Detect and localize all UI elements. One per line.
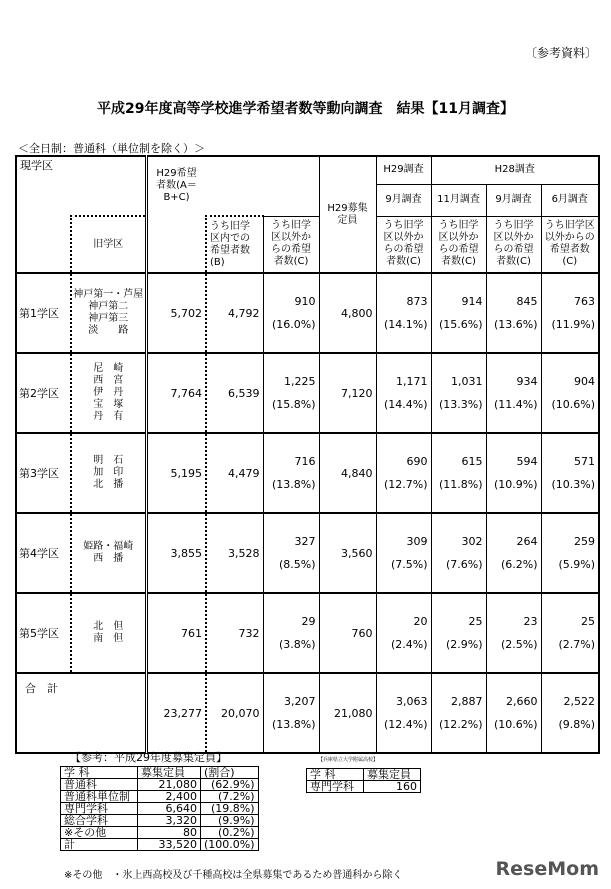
kyu-districts: 北 但 南 但: [71, 593, 146, 673]
table-row: [307, 781, 421, 793]
value: 934: [516, 375, 538, 388]
table-row: [61, 839, 259, 851]
value: 904: [574, 375, 595, 388]
applicants-b: [206, 593, 263, 673]
ref-cell: 専門学科: [61, 803, 138, 815]
percent: (11.8%): [438, 478, 483, 491]
value: 264: [516, 535, 538, 548]
value: 3,063: [396, 695, 428, 708]
percent: (10.6%): [551, 398, 595, 411]
gen-district: 第3学区: [16, 433, 71, 513]
ref-cell: 専門学科: [307, 781, 364, 793]
survey-c-3: [541, 353, 599, 433]
ref-cell: 2,400: [138, 791, 201, 803]
value: 327: [294, 535, 316, 548]
survey-c-3: [541, 513, 599, 593]
percent: (12.2%): [438, 718, 483, 731]
gen-district: 第2学区: [16, 353, 71, 433]
percent: (13.8%): [271, 478, 316, 491]
survey-c-3: [541, 673, 599, 753]
reference-label: 〔参考資料〕: [524, 46, 597, 60]
header-c-nov: うち旧学区以外からの希望者数(C): [431, 216, 486, 273]
survey-table: [15, 155, 600, 754]
gen-district: 第4学区: [16, 513, 71, 593]
value: 3,560: [341, 546, 373, 560]
applicants-b: [206, 353, 263, 433]
percent: (12.4%): [383, 718, 428, 731]
value: 1,225: [284, 375, 316, 388]
kyu-districts: 明 石 加 印 北 播: [71, 433, 146, 513]
ref-cell: 160: [364, 781, 421, 793]
ref-header: (割合): [201, 767, 259, 779]
ref-cell: (19.8%): [201, 803, 259, 815]
header-h28: H28調査: [431, 156, 599, 184]
capacity: [319, 433, 376, 513]
survey-c-2: [486, 513, 541, 593]
value: 732: [238, 626, 260, 640]
applicants-b: [206, 433, 263, 513]
footnote: ※その他 ・氷上西高校及び千種高校は全県募集であるため普通科から除く: [64, 870, 403, 881]
table-row: [16, 513, 599, 593]
ref-cell: 21,080: [138, 779, 201, 791]
percent: (13.8%): [271, 718, 316, 731]
gen-district: 第1学区: [16, 273, 71, 353]
page-title: 平成29年度高等学校進学希望者数等動向調査 結果【11月調査】: [97, 101, 514, 117]
percent: (10.6%): [493, 718, 538, 731]
applicants-b: [206, 273, 263, 353]
ref-cell: (62.9%): [201, 779, 259, 791]
value: 571: [574, 455, 595, 468]
value: 4,840: [341, 466, 373, 480]
percent: (13.6%): [493, 318, 538, 331]
ref-cell: 計: [61, 839, 138, 851]
percent: (15.6%): [438, 318, 483, 331]
value: 4,800: [341, 306, 373, 320]
ref-cell: (100.0%): [201, 839, 259, 851]
survey-c-3: [541, 273, 599, 353]
survey-c-2: [486, 673, 541, 753]
value: 716: [294, 455, 316, 468]
ref-header: 学 科: [61, 767, 138, 779]
kyu-districts: 神戸第一・芦屋 神戸第二 神戸第三 淡 路: [71, 273, 146, 353]
applicants-a: [146, 273, 206, 353]
survey-c-1: [431, 273, 486, 353]
value: 5,195: [170, 466, 202, 480]
value: 29: [301, 615, 316, 628]
table-row: [16, 673, 599, 753]
value: 4,479: [228, 466, 260, 480]
table-row: [61, 827, 259, 839]
table-row: [16, 433, 599, 513]
ref-table: [60, 766, 259, 851]
ref-cell: 総合学科: [61, 815, 138, 827]
value: 2,522: [563, 695, 595, 708]
ref-header: 募集定員: [138, 767, 201, 779]
value: 20,070: [221, 706, 260, 720]
value: 25: [468, 615, 483, 628]
applicants-c: [263, 353, 319, 433]
value: 7,120: [341, 386, 373, 400]
table-row: [61, 791, 259, 803]
capacity: [319, 513, 376, 593]
header-kyu: 旧学区: [71, 216, 146, 273]
value: 1,171: [396, 375, 428, 388]
header-b: うち旧学区内での希望者数(B): [206, 216, 263, 273]
survey-c-1: [431, 513, 486, 593]
value: 761: [181, 626, 202, 640]
survey-c-0: [376, 673, 431, 753]
value: 5,702: [170, 306, 202, 320]
value: 690: [406, 455, 428, 468]
percent: (3.8%): [278, 638, 316, 651]
ref-cell: (0.2%): [201, 827, 259, 839]
survey-c-2: [486, 433, 541, 513]
header-sep: 9月調査: [376, 184, 431, 216]
header-teiin: H29募集定員: [319, 156, 376, 273]
percent: (2.5%): [500, 638, 538, 651]
value: 21,080: [334, 706, 373, 720]
capacity: [319, 273, 376, 353]
percent: (8.5%): [278, 558, 316, 571]
value: 25: [581, 615, 595, 628]
applicants-a: [146, 433, 206, 513]
survey-c-1: [431, 433, 486, 513]
ref-cell: 33,520: [138, 839, 201, 851]
value: 760: [351, 626, 373, 640]
percent: (13.3%): [438, 398, 483, 411]
applicants-c: [263, 593, 319, 673]
value: 1,031: [451, 375, 483, 388]
header-c: うち旧学区以外からの希望者数(C): [263, 216, 319, 273]
survey-c-0: [376, 353, 431, 433]
value: 2,660: [506, 695, 538, 708]
percent: (7.6%): [445, 558, 483, 571]
header-sep-prev: 9月調査: [486, 184, 541, 216]
applicants-c: [263, 513, 319, 593]
applicants-a: [146, 353, 206, 433]
percent: (16.0%): [271, 318, 316, 331]
ref-cell: 3,320: [138, 815, 201, 827]
value: 845: [516, 295, 538, 308]
header-gen: 現学区: [16, 156, 146, 216]
survey-c-0: [376, 433, 431, 513]
value: 309: [406, 535, 428, 548]
percent: (5.9%): [558, 558, 595, 571]
header-nov: 11月調査: [431, 184, 486, 216]
percent: (6.2%): [500, 558, 538, 571]
kyu-districts: 尼 崎 西 宮 伊 丹 宝 塚 丹 有: [71, 353, 146, 433]
ref-header: 学 科: [307, 769, 364, 781]
ref-cell: (7.2%): [201, 791, 259, 803]
header-c-sep: うち旧学区以外からの希望者数(C): [376, 216, 431, 273]
survey-c-2: [486, 353, 541, 433]
percent: (9.8%): [558, 718, 595, 731]
ref-table2-title: 【兵庫県立大学附属高校】: [318, 757, 379, 763]
ref-cell: 80: [138, 827, 201, 839]
applicants-c: [263, 273, 319, 353]
value: 910: [294, 295, 316, 308]
table-row: [61, 803, 259, 815]
survey-c-3: [541, 593, 599, 673]
value: 4,792: [228, 306, 260, 320]
value: 23: [523, 615, 538, 628]
value: 3,528: [228, 546, 260, 560]
applicants-c: [263, 433, 319, 513]
survey-c-1: [431, 353, 486, 433]
survey-c-2: [486, 593, 541, 673]
applicants-a: [146, 513, 206, 593]
table-row: [61, 779, 259, 791]
survey-c-2: [486, 273, 541, 353]
survey-c-0: [376, 273, 431, 353]
ref-cell: (9.9%): [201, 815, 259, 827]
value: 594: [516, 455, 538, 468]
percent: (11.9%): [551, 318, 595, 331]
value: 259: [574, 535, 595, 548]
applicants-a: [146, 593, 206, 673]
ref-header: 募集定員: [364, 769, 421, 781]
value: 3,207: [284, 695, 316, 708]
percent: (2.4%): [390, 638, 428, 651]
survey-c-1: [431, 673, 486, 753]
gen-district: 第5学区: [16, 593, 71, 673]
value: 302: [461, 535, 483, 548]
value: 23,277: [163, 706, 202, 720]
percent: (12.7%): [383, 478, 428, 491]
applicants-a: [146, 673, 206, 753]
percent: (2.9%): [445, 638, 483, 651]
ref-table-title: 【参考：平成29年度募集定員】: [70, 751, 227, 764]
survey-c-0: [376, 513, 431, 593]
header-c-jun: うち旧学区以外からの希望者数(C): [541, 216, 599, 273]
percent: (15.8%): [271, 398, 316, 411]
table-row: [61, 815, 259, 827]
kyu-districts: 姫路・福崎 西 播: [71, 513, 146, 593]
percent: (2.7%): [558, 638, 595, 651]
ref-cell: 6,640: [138, 803, 201, 815]
percent: (14.1%): [383, 318, 428, 331]
header-a-label: H29希望者数(A＝B+C): [156, 168, 197, 203]
value: 914: [461, 295, 483, 308]
ref-cell: 普通科単位制: [61, 791, 138, 803]
header-jun: 6月調査: [541, 184, 599, 216]
percent: (14.4%): [383, 398, 428, 411]
value: 20: [413, 615, 428, 628]
capacity: [319, 673, 376, 753]
percent: (7.5%): [390, 558, 428, 571]
survey-c-0: [376, 593, 431, 673]
applicants-b: [206, 673, 263, 753]
ref-table2: [306, 768, 421, 793]
value: 3,855: [170, 546, 202, 560]
value: 6,539: [228, 386, 260, 400]
value: 763: [574, 295, 595, 308]
table-row: [16, 353, 599, 433]
applicants-b: [206, 513, 263, 593]
capacity: [319, 593, 376, 673]
subtitle: ＜全日制：普通科（単位制を除く）＞: [18, 142, 205, 155]
applicants-c: [263, 673, 319, 753]
header-c-sep-prev: うち旧学区以外からの希望者数(C): [486, 216, 541, 273]
survey-c-3: [541, 433, 599, 513]
table-row: [16, 273, 599, 353]
capacity: [319, 353, 376, 433]
total-label: 合 計: [16, 673, 146, 753]
percent: (10.9%): [493, 478, 538, 491]
value: 7,764: [170, 386, 202, 400]
percent: (10.3%): [551, 478, 595, 491]
survey-c-1: [431, 593, 486, 673]
value: 873: [406, 295, 428, 308]
value: 615: [461, 455, 483, 468]
resemom-logo: ReseMom: [495, 858, 599, 880]
header-h29: H29調査: [376, 156, 431, 184]
percent: (11.4%): [493, 398, 538, 411]
table-row: [16, 593, 599, 673]
header-a: [146, 156, 319, 216]
ref-cell: ※その他: [61, 827, 138, 839]
value: 2,887: [451, 695, 483, 708]
ref-cell: 普通科: [61, 779, 138, 791]
